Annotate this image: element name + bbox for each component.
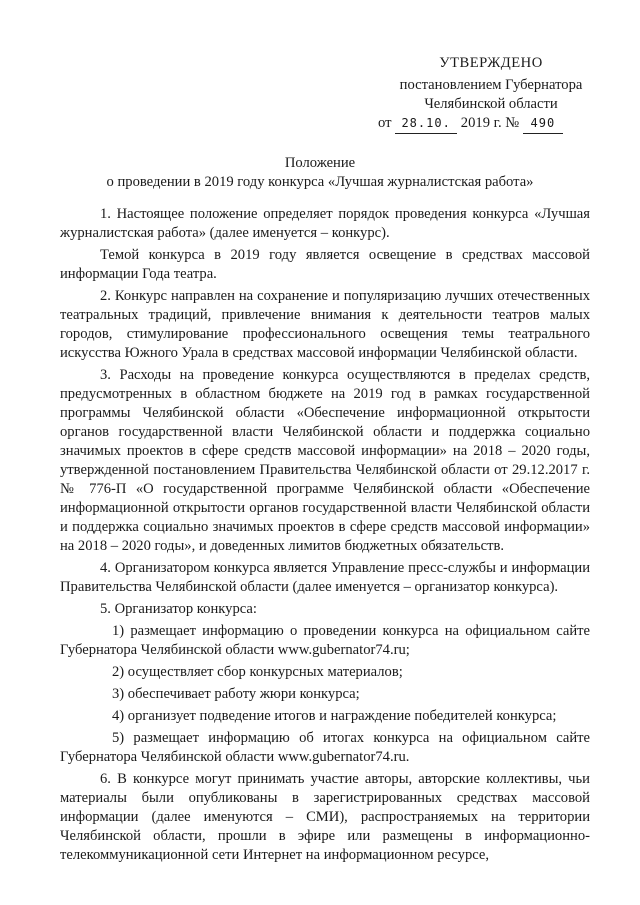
list-item: 2) осуществляет сбор конкурсных материалов; bbox=[112, 664, 403, 680]
list-item: 4) организует подведение итогов и награждение победителей конкурса; bbox=[112, 708, 557, 724]
approval-line-2: Челябинской области bbox=[424, 96, 558, 112]
paragraph-6: 6. В конкурсе могут принимать участие авторы, авторские коллективы, чьи материалы были опубликованы в зарегистрированных средствах массовой информации (далее именуются – СМИ), распространяемых на территории Челябинской области, прошли в эфире или размещены в информационно-телекоммуникационной сети Интернет на информационном ресурсе, bbox=[60, 771, 590, 863]
paragraph-theme: Темой конкурса в 2019 году является освещение в средствах массовой информации Года театра. bbox=[60, 247, 590, 282]
paragraph-5: 5. Организатор конкурса: bbox=[100, 601, 257, 617]
approval-year-label: 2019 г. № bbox=[460, 115, 520, 131]
approval-line-1: постановлением Губернатора bbox=[399, 77, 583, 93]
approval-date-line bbox=[376, 114, 606, 134]
approval-from-label: от bbox=[378, 115, 392, 131]
list-item: 5) размещает информацию об итогах конкурса на официальном сайте Губернатора Челябинской области www.gubernator74.ru. bbox=[60, 730, 590, 765]
approval-date: 28.10. bbox=[395, 114, 457, 134]
paragraph-2: 2. Конкурс направлен на сохранение и популяризацию лучших отечественных театральных традиций, привлечение внимания к деятельности театров малых городов, стимулирование профессионального освещения темы театрального искусства Южного Урала в средствах массовой информации Челябинской области. bbox=[60, 288, 590, 361]
list-item: 1) размещает информацию о проведении конкурса на официальном сайте Губернатора Челябинской области www.gubernator74.ru; bbox=[60, 623, 590, 658]
approval-stamp bbox=[376, 54, 606, 134]
approval-heading: УТВЕРЖДЕНО bbox=[439, 55, 543, 71]
paragraph-1: 1. Настоящее положение определяет порядок проведения конкурса «Лучшая журналистская работа» (далее именуется – конкурс). bbox=[60, 206, 590, 241]
paragraph-4: 4. Организатором конкурса является Управление пресс-службы и информации Правительства Челябинской области (далее именуется – организатор конкурса). bbox=[60, 560, 590, 595]
paragraph-3: 3. Расходы на проведение конкурса осуществляются в пределах средств, предусмотренных в областном бюджете на 2019 год в рамках государственной программы Челябинской области «Обеспечение информационной открытости органов государственной власти Челябинской области и поддержка социально значимых проектов в сфере средств массовой информации» на 2018 – 2020 годы, утвержденной постановлением Правительства Челябинской области от 29.12.2017 г. № 776-П «О государственной программе Челябинской области «Обеспечение информационной открытости органов государственной власти Челябинской области и поддержка социально значимых проектов в сфере средств массовой информации» на 2018 – 2020 годы», и доведенных лимитов бюджетных обязательств. bbox=[60, 367, 590, 554]
approval-number: 490 bbox=[523, 114, 563, 134]
document-body bbox=[60, 205, 590, 868]
list-item: 3) обеспечивает работу жюри конкурса; bbox=[112, 686, 360, 702]
title-line-2: о проведении в 2019 году конкурса «Лучшая журналистская работа» bbox=[106, 174, 534, 190]
title-line-1: Положение bbox=[284, 155, 356, 171]
document-title bbox=[40, 154, 600, 192]
